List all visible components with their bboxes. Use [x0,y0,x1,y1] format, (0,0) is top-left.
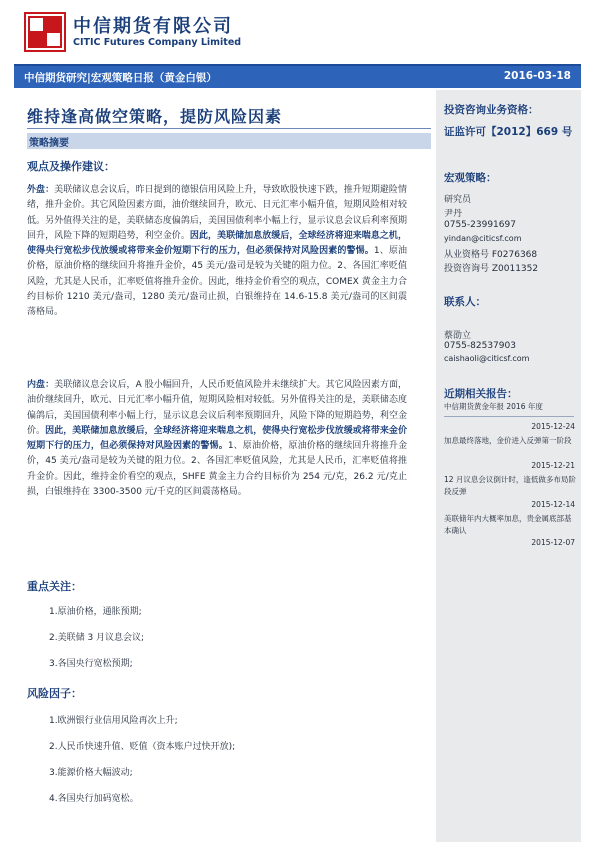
list-item: 2.人民币快速升值、贬值（资本账户过快开放); [49,742,236,752]
summary-label: 策略摘要 [29,138,69,149]
summary-section-bar [27,133,431,149]
list-item: 3.各国央行宽松预期; [49,659,133,669]
paragraph-text: 美联储议息会议后，昨日提到的德银信用风险上升，导致欧股快速下跌，推升短期避险情绪，推升金价。其它风险因素方面，油价继续回升，欧元、日元汇率小幅升值，短期风险相对较低。另外值得关注的是，美联储态度偏鸽后，美国国债利率小幅上行，显示议息会议后利率预期回升，风险下降的短期趋势，利空金价。 [27,185,407,241]
list-item: 3.能源价格大幅波动; [49,768,133,778]
paragraph-external [27,183,407,321]
report-header-bar [14,64,581,88]
list-item: 1.欧洲银行业信用风险再次上升; [49,716,178,726]
report-date: 2016-03-18 [503,70,571,82]
qualification-heading: 投资咨询业务资格： [444,104,539,116]
focus-heading: 重点关注： [27,580,82,593]
paragraph-text: 美联储议息会议后，A 股小幅回升，人民币贬值风险并未继续扩大。其它风险因素方面，油价继续回升，欧元、日元汇率小幅升值，短期风险相对较低。另外值得关注的是，美联储态度偏鸽后，美国国债利率小幅上行，显示议息会议后利率预期回升，风险下降的短期趋势，利空金价。 [27,380,407,436]
risk-heading: 风险因子： [27,687,82,700]
report-title[interactable]: 中信期货黄金年报 2016 年度 [444,402,543,411]
list-item: 1.原油价格，通胀预期; [49,607,142,617]
logo-mark [28,31,45,48]
report-date: 2015-12-21 [531,461,575,470]
views-heading: 观点及操作建议： [27,160,115,173]
analyst-phone: 0755-23991697 [444,220,516,230]
analyst-role: 研究员 [444,195,472,205]
paragraph-lead: 外盘： [27,185,55,195]
list-item: 2.美联储 3 月议息会议; [49,633,145,643]
report-date: 2015-12-07 [531,538,575,547]
paragraph-text: 1、原油价格，原油价格的继续回升将推升金价，45 美元/盎司是较为关键的阻力位。2、各国汇率贬值风险，尤其是人民币，汇率贬值将推升金价。因此，维持金价看空的观点，SHFE 黄金主力合约目标价为 254 元/克，26.2 元/克止损，白银维持在 3300-3500 元/千克的区间震荡格局。 [27,441,407,498]
paragraph-lead: 内盘： [27,380,55,390]
sidebar [436,90,581,842]
logo-mark [45,31,62,48]
paragraph-domestic [27,378,407,500]
report-divider [444,416,574,417]
license-number: 证监许可【2012】669 号 [444,126,573,138]
company-name-cn: 中信期货有限公司 [73,16,233,37]
related-reports-heading: 近期相关报告： [444,388,518,400]
paragraph-emphasis: 因此，美联储加息放缓后，全球经济将迎来喘息之机，使得央行宽松步伐放缓或将带来金价短期下行的压力，但必须保持对风险因素的警惕。 [27,230,407,257]
contact-email[interactable]: caishaoli@citicsf.com [444,354,530,363]
report-title[interactable]: 美联储年内大概率加息，贵金属底部基本确认 [444,514,572,535]
contact-heading: 联系人： [444,296,486,308]
analyst-name: 尹丹 [444,209,463,219]
title-divider [27,128,431,129]
paragraph-emphasis: 因此，美联储加息放缓后，全球经济将迎来喘息之机，使得央行宽松步伐放缓或将带来金价短期下行的压力，但必须保持对风险因素的警惕。 [27,425,407,452]
report-title[interactable]: 12 月议息会议倒计时，逢低做多布局阶段反弹 [444,475,576,496]
macro-strategy-heading: 宏观策略： [444,172,497,184]
page-title: 维持逢高做空策略，提防风险因素 [27,107,283,126]
contact-phone: 0755-82537903 [444,341,516,351]
analyst-advisory-number: 投资咨询号 Z0011352 [444,264,539,274]
report-series: 中信期货研究|宏观策略日报（黄金白银） [24,72,217,84]
report-title[interactable]: 加息最终落地，金价进入反弹第一阶段 [444,436,572,445]
analyst-license: 从业资格号 F0276368 [444,250,538,260]
company-logo [24,12,66,52]
list-item: 4.各国央行加码宽松。 [49,794,139,804]
report-date: 2015-12-24 [531,422,575,431]
company-name-en: CITIC Futures Company Limited [73,37,242,48]
contact-name: 蔡劭立 [444,331,472,341]
report-date: 2015-12-14 [531,500,575,509]
analyst-email[interactable]: yindan@citicsf.com [444,234,522,243]
paragraph-text: 1、原油价格，原油价格的继续回升将推升金价，45 美元/盎司是较为关键的阻力位。2、各国汇率贬值风险，尤其是人民币，汇率贬值将推升金价。因此，维持金价看空的观点，COMEX 黄金主力合约目标价 1210 美元/盎司，1280 美元/盎司止损，白银维持在 14.6-15.8 美元/盎司的区间震荡格局。 [27,246,407,318]
